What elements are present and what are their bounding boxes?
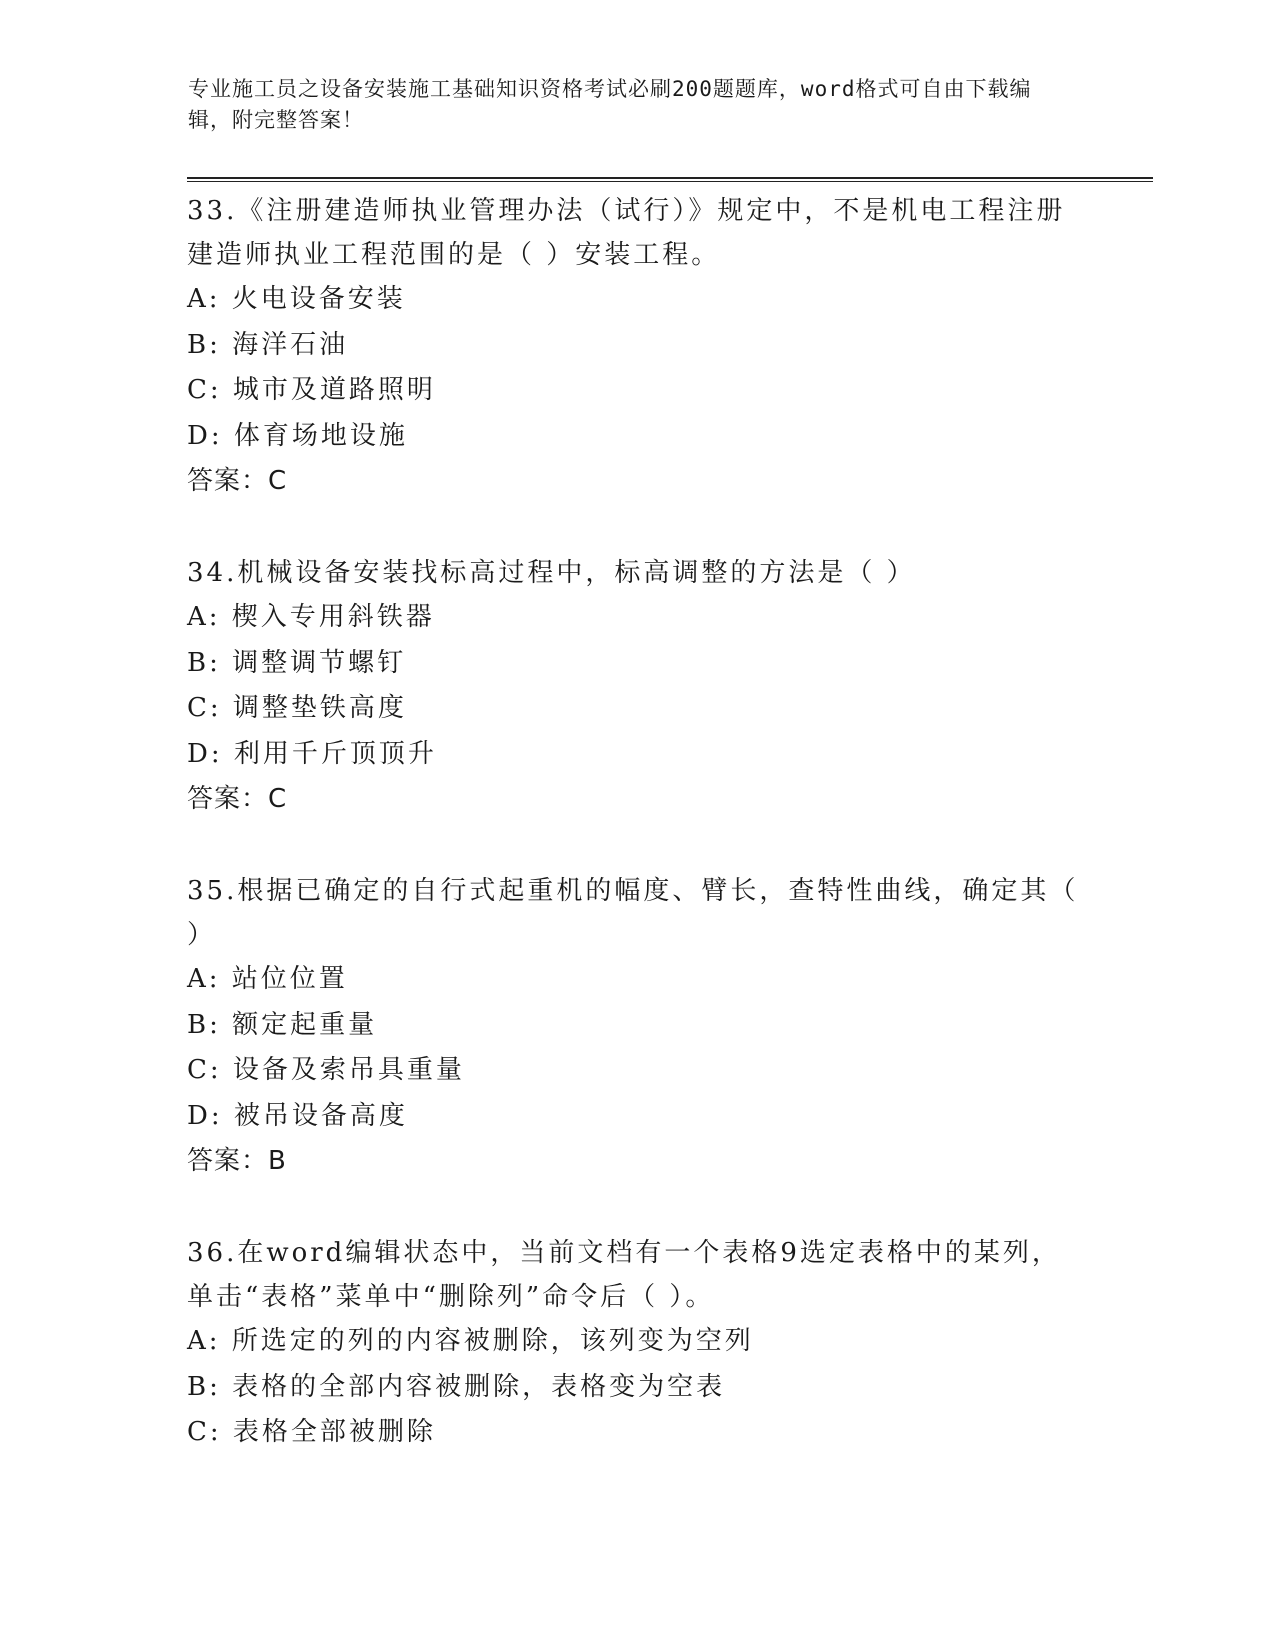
question-33 bbox=[187, 189, 1087, 504]
option-b: B: 调整调节螺钉 bbox=[187, 647, 407, 678]
answer-line: 答案：B bbox=[187, 1146, 287, 1176]
option-d: D: 体育场地设施 bbox=[187, 420, 408, 451]
option-b: B: 海洋石油 bbox=[187, 329, 349, 360]
option-c: C: 城市及道路照明 bbox=[187, 375, 436, 405]
question-list bbox=[187, 189, 1087, 1503]
option-c: C: 设备及索吊具重量 bbox=[187, 1055, 465, 1085]
question-35 bbox=[187, 869, 1087, 1184]
option-a: A: 所选定的列的内容被删除，该列变为空列 bbox=[187, 1326, 754, 1356]
option-d: D: 被吊设备高度 bbox=[187, 1100, 408, 1131]
answer-line: 答案：C bbox=[187, 466, 288, 496]
header-divider bbox=[187, 177, 1153, 182]
question-34 bbox=[187, 551, 1087, 822]
answer-line: 答案：C bbox=[187, 784, 288, 814]
question-text: 36.在word编辑状态中，当前文档有一个表格9选定表格中的某列，单击“表格”菜单中“删除列”命令后（ ）。 bbox=[187, 1238, 1061, 1312]
option-a: A: 火电设备安装 bbox=[187, 284, 406, 314]
option-c: C: 调整垫铁高度 bbox=[187, 693, 407, 723]
option-b: B: 表格的全部内容被删除，表格变为空表 bbox=[187, 1371, 726, 1402]
option-a: A: 站位位置 bbox=[187, 964, 348, 994]
option-b: B: 额定起重量 bbox=[187, 1009, 378, 1040]
document-header: 专业施工员之设备安装施工基础知识资格考试必刷200题题库，word格式可自由下载编辑，附完整答案！ bbox=[188, 77, 1032, 132]
option-a: A: 楔入专用斜铁器 bbox=[187, 602, 435, 632]
question-text: 34.机械设备安装找标高过程中，标高调整的方法是（ ） bbox=[187, 558, 916, 588]
question-text: 35.根据已确定的自行式起重机的幅度、臂长，查特性曲线，确定其（ ） bbox=[187, 876, 1079, 950]
question-36 bbox=[187, 1231, 1087, 1456]
option-c: C: 表格全部被删除 bbox=[187, 1417, 436, 1447]
question-text: 33.《注册建造师执业管理办法（试行）》规定中，不是机电工程注册建造师执业工程范围的是（ ）安装工程。 bbox=[187, 196, 1066, 270]
option-d: D: 利用千斤顶顶升 bbox=[187, 738, 437, 769]
